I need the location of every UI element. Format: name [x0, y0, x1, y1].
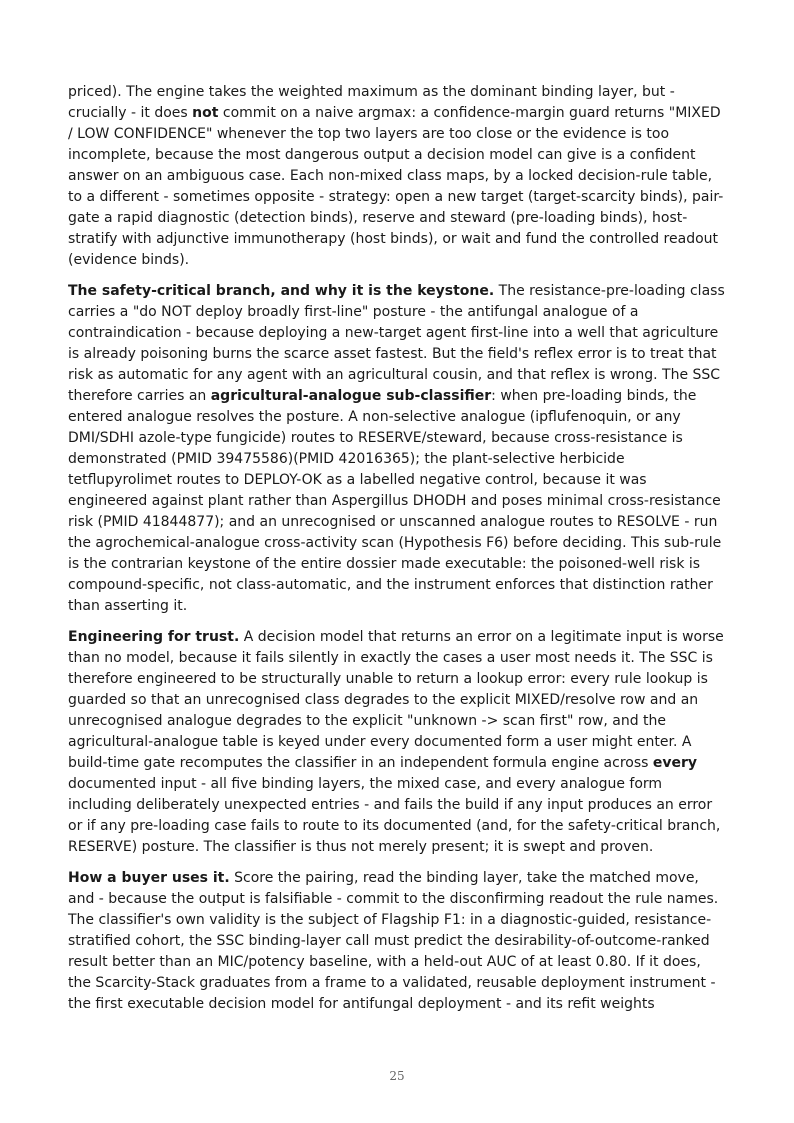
page-number: 25 [389, 1069, 405, 1083]
paragraph-heading: The safety-critical branch, and why it is the keystone. [68, 283, 495, 299]
text-run: : when pre-loading binds, the entered analogue resolves the posture. A non-selective analogue (ipflufenoquin, or any DMI/SDHI azole-type fungicide) routes to RESERVE/steward, because cross-resistance is demonstrated (PMID 39475586)(PMID 42016365); the plant-selective herbicide tetflupyrolimet routes to DEPLOY-OK as a labelled negative control, because it was engineered against plant rather than Aspergillus DHODH and poses minimal cross-resistance risk (PMID 41844877); and an unrecognised or unscanned analogue routes to RESOLVE - run the agrochemical-analogue cross-activity scan (Hypothesis F6) before deciding. This sub-rule is the contrarian keystone of the entire dossier made executable: the poisoned-well risk is compound-specific, not class-automatic, and the instrument enforces that distinction rather than asserting it. [68, 388, 722, 614]
text-run: commit on a naive argmax: a confidence-margin guard returns "MIXED / LOW CONFIDENCE" whenever the top two layers are too close or the evidence is too incomplete, because the most dangerous output a decision model can give is a confident answer on an ambiguous case. Each non-mixed class maps, by a locked decision-rule table, to a different - sometimes opposite - strategy: open a new target (target-scarcity binds), pair-gate a rapid diagnostic (detection binds), reserve and steward (pre-loading binds), host-stratify with adjunctive immunotherapy (host binds), or wait and fund the controlled readout (evidence binds). [68, 105, 724, 268]
text-run: The resistance-pre-loading class carries a "do NOT deploy broadly first-line" posture - the antifungal analogue of a contraindication - because deploying a new-target agent first-line into a well that agriculture is already poisoning burns the scarce asset fastest. But the field's reflex error is to treat that risk as automatic for any agent with an agricultural cousin, and that reflex is wrong. The SSC therefore carries an [68, 283, 725, 404]
text-run: documented input - all five binding layers, the mixed case, and every analogue form including deliberately unexpected entries - and fails the build if any input produces an error or if any pre-loading case fails to route to its documented (and, for the safety-critical branch, RESERVE) posture. The classifier is thus not merely present; it is swept and proven. [68, 776, 721, 855]
text-run: priced). The engine takes the weighted maximum as the dominant binding layer, but - crucially - it does [68, 84, 675, 121]
emphasis-sub-classifier: agricultural-analogue sub-classifier [210, 388, 492, 404]
emphasis-every: every [652, 755, 698, 771]
document-body [68, 82, 728, 1025]
paragraph-engineering-trust [68, 627, 728, 858]
paragraph-heading: Engineering for trust. [68, 629, 240, 645]
emphasis-not: not [192, 105, 219, 121]
text-run: Score the pairing, read the binding layer, take the matched move, and - because the output is falsifiable - commit to the disconfirming readout the rule names. The classifier's own validity is the subject of Flagship F1: in a diagnostic-guided, resistance-stratified cohort, the SSC binding-layer call must predict the desirability-of-outcome-ranked result better than an MIC/potency baseline, with a held-out AUC of at least 0.80. If it does, the Scarcity-Stack graduates from a frame to a validated, reusable deployment instrument - the first executable decision model for antifungal deployment - and its refit weights [68, 870, 719, 1012]
paragraph-buyer-usage [68, 868, 728, 1015]
paragraph-heading: How a buyer uses it. [68, 870, 230, 886]
paragraph-safety-critical [68, 281, 728, 617]
paragraph-binding-layer [68, 82, 728, 271]
text-run: A decision model that returns an error on a legitimate input is worse than no model, because it fails silently in exactly the cases a user most needs it. The SSC is therefore engineered to be structurally unable to return a lookup error: every rule lookup is guarded so that an unrecognised class degrades to the explicit MIXED/resolve row and an unrecognised analogue degrades to the explicit "unknown -> scan first" row, and the agricultural-analogue table is keyed under every documented form a user might enter. A build-time gate recomputes the classifier in an independent formula engine across [68, 629, 724, 771]
